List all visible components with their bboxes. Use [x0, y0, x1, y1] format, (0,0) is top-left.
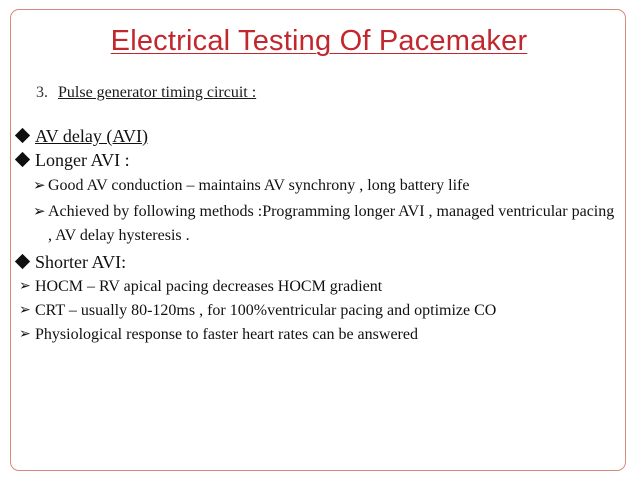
arrow-bullet-icon: ➢ [19, 279, 31, 294]
list-item [15, 124, 615, 148]
list-item-text: AV delay (AVI) [35, 126, 148, 146]
arrow-bullet-icon: ➢ [19, 303, 31, 318]
list-item [15, 324, 615, 346]
diamond-bullet-icon [15, 128, 30, 143]
bullet-list [15, 124, 615, 348]
diamond-bullet-icon [15, 254, 30, 269]
list-item [15, 276, 615, 298]
arrow-bullet-icon: ➢ [19, 327, 31, 342]
list-item [15, 300, 615, 322]
list-item-text: Physiological response to faster heart rates can be answered [35, 326, 418, 343]
list-item [15, 200, 615, 248]
list-item [15, 174, 615, 198]
list-item-text: Achieved by following methods :Programming longer AVI , managed ventricular pacing , AV delay hysteresis . [48, 203, 615, 244]
list-item-text: Shorter AVI: [35, 252, 127, 272]
list-item [15, 250, 615, 274]
diamond-bullet-icon [15, 152, 30, 167]
list-item-text: Good AV conduction – maintains AV synchrony , long battery life [48, 177, 470, 194]
list-item-text: HOCM – RV apical pacing decreases HOCM gradient [35, 278, 383, 295]
arrow-bullet-icon: ➢ [33, 204, 46, 220]
section-heading [36, 84, 256, 102]
slide-title: Electrical Testing Of Pacemaker [110, 25, 528, 57]
section-label: Pulse generator timing circuit : [58, 84, 257, 101]
section-number: 3. [36, 84, 48, 101]
list-item [15, 148, 615, 172]
list-item-text: CRT – usually 80-120ms , for 100%ventricular pacing and optimize CO [35, 302, 497, 319]
arrow-bullet-icon: ➢ [33, 178, 46, 194]
list-item-text: Longer AVI : [35, 150, 130, 170]
